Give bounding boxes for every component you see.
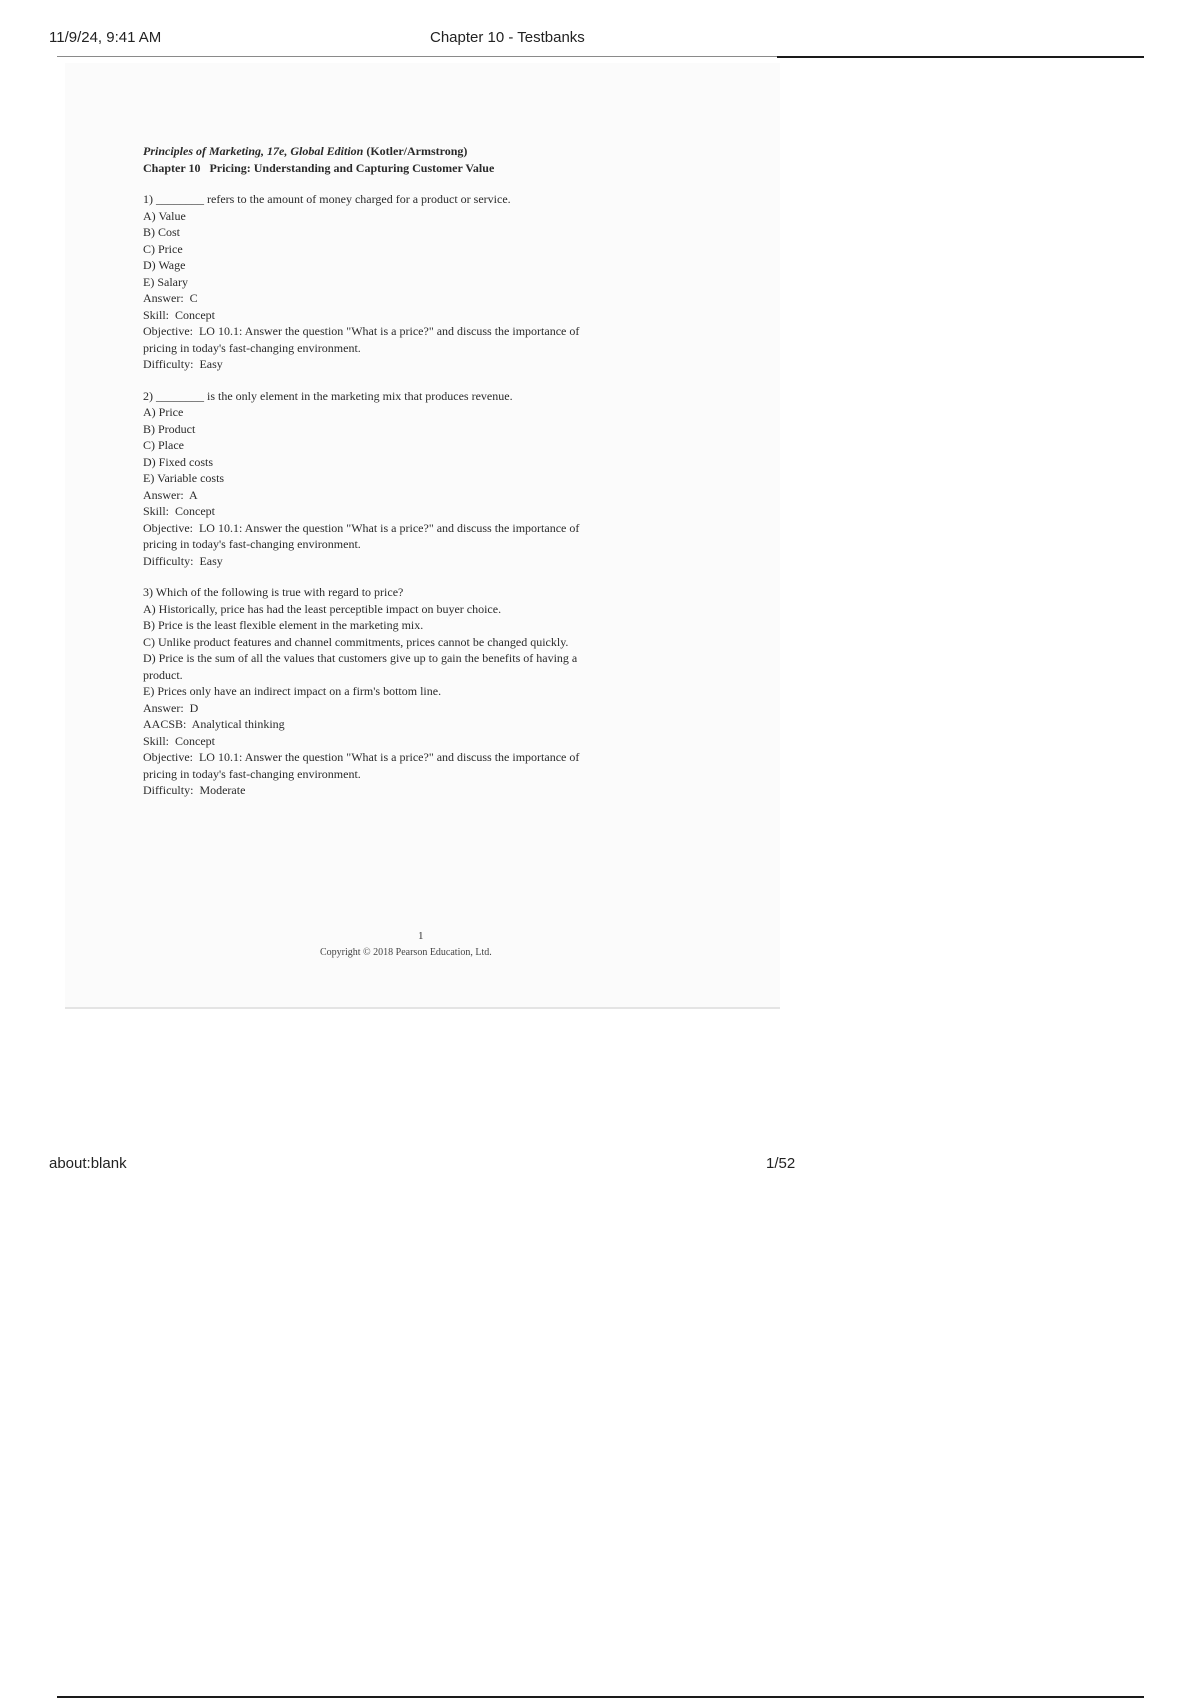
- question-block-2: [143, 388, 703, 570]
- answer-key: Answer: A: [143, 487, 198, 502]
- answer-option: A) Price: [143, 405, 184, 419]
- answer-key: Answer: D: [143, 700, 199, 715]
- answer-option: B) Cost: [143, 225, 181, 239]
- answer-option: E) Variable costs: [143, 471, 225, 485]
- answer-option: D) Price is the sum of all the values that customers give up to gain the benefits of having a: [143, 651, 578, 665]
- difficulty-line: Difficulty: Moderate: [143, 783, 246, 797]
- answer-option-cont: product.: [143, 667, 183, 682]
- document-body: [143, 143, 703, 799]
- book-title-line: [143, 143, 703, 160]
- header-divider: [57, 56, 777, 57]
- difficulty-line: Difficulty: Easy: [143, 553, 223, 568]
- objective-line-cont: pricing in today's fast-changing environment.: [143, 340, 361, 355]
- answer-option: C) Unlike product features and channel commitments, prices cannot be changed quickly.: [143, 634, 569, 649]
- print-url: about:blank: [49, 1155, 127, 1172]
- answer-option: A) Value: [143, 208, 186, 223]
- copyright-notice: Copyright © 2018 Pearson Education, Ltd.: [320, 947, 492, 958]
- answer-option: B) Product: [143, 421, 196, 436]
- answer-option: B) Price is the least flexible element in the marketing mix.: [143, 618, 424, 632]
- objective-line: Objective: LO 10.1: Answer the question "What is a price?" and discuss the importance of: [143, 520, 580, 535]
- answer-option: C) Price: [143, 241, 183, 256]
- difficulty-line: Difficulty: Easy: [143, 357, 223, 371]
- answer-key: Answer: C: [143, 291, 198, 305]
- question-stem: 3) Which of the following is true with regard to price?: [143, 585, 404, 599]
- objective-line: Objective: LO 10.1: Answer the question "What is a price?" and discuss the importance of: [143, 750, 580, 764]
- question-block-1: [143, 191, 703, 373]
- header-divider-dark: [777, 56, 1144, 58]
- aacsb-line: AACSB: Analytical thinking: [143, 717, 285, 731]
- question-block-3: [143, 584, 703, 799]
- skill-line: Skill: Concept: [143, 504, 215, 518]
- objective-line: Objective: LO 10.1: Answer the question "What is a price?" and discuss the importance of: [143, 324, 580, 338]
- skill-line: Skill: Concept: [143, 307, 215, 322]
- print-page-counter: 1/52: [766, 1155, 796, 1172]
- book-title: Principles of Marketing, 17e, Global Edition: [143, 144, 364, 158]
- objective-line-cont: pricing in today's fast-changing environment.: [143, 766, 361, 781]
- skill-line: Skill: Concept: [143, 733, 215, 748]
- answer-option: C) Place: [143, 438, 184, 452]
- book-authors: (Kotler/Armstrong): [363, 144, 468, 158]
- chapter-title: Chapter 10 Pricing: Understanding and Capturing Customer Value: [143, 160, 495, 175]
- question-stem: 2) ________ is the only element in the marketing mix that produces revenue.: [143, 388, 513, 403]
- print-page-title: Chapter 10 - Testbanks: [430, 29, 585, 46]
- answer-option: D) Fixed costs: [143, 454, 213, 469]
- answer-option: E) Prices only have an indirect impact on a firm's bottom line.: [143, 684, 442, 698]
- bottom-divider: [57, 1696, 1144, 1698]
- print-datetime: 11/9/24, 9:41 AM: [49, 29, 162, 46]
- document-page-number: 1: [418, 930, 424, 942]
- answer-option: D) Wage: [143, 258, 186, 272]
- answer-option: A) Historically, price has had the least perceptible impact on buyer choice.: [143, 601, 502, 616]
- answer-option: E) Salary: [143, 274, 188, 289]
- question-stem: 1) ________ refers to the amount of money charged for a product or service.: [143, 192, 511, 206]
- objective-line-cont: pricing in today's fast-changing environment.: [143, 537, 361, 551]
